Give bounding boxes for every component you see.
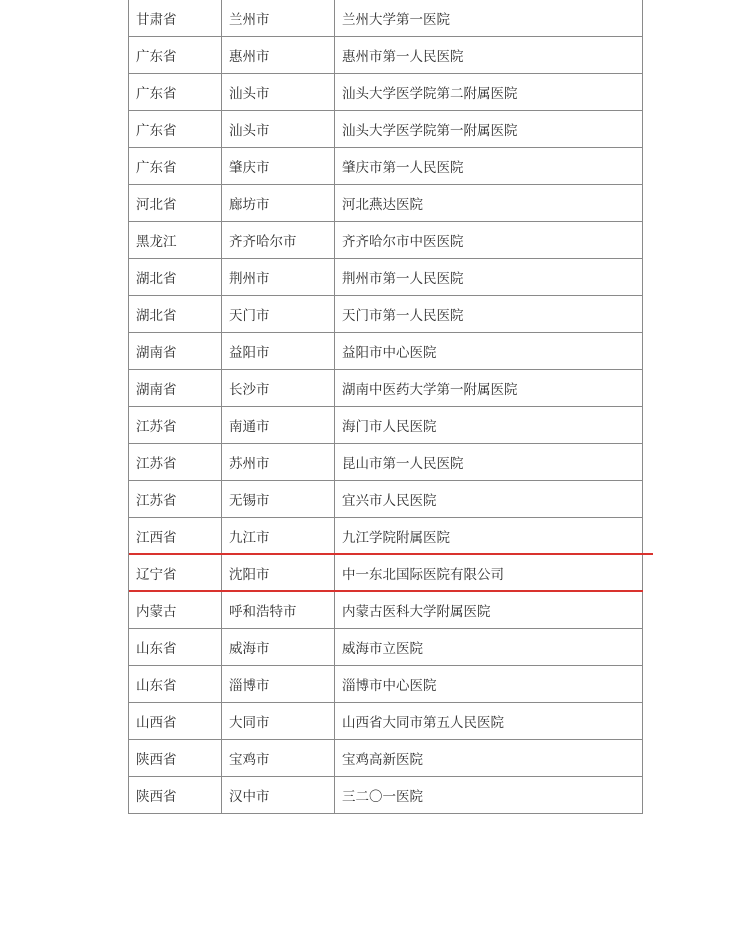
table-row xyxy=(129,480,643,517)
table-row xyxy=(129,73,643,110)
city-cell: 威海市 xyxy=(222,628,335,665)
city-cell: 肇庆市 xyxy=(222,147,335,184)
hospital-cell: 三二〇一医院 xyxy=(335,776,643,813)
province-cell: 辽宁省 xyxy=(129,554,222,591)
hospital-cell: 昆山市第一人民医院 xyxy=(335,443,643,480)
hospital-cell: 威海市立医院 xyxy=(335,628,643,665)
city-cell: 齐齐哈尔市 xyxy=(222,221,335,258)
hospital-cell: 中一东北国际医院有限公司 xyxy=(335,554,643,591)
province-cell: 江西省 xyxy=(129,517,222,554)
province-cell: 湖北省 xyxy=(129,295,222,332)
table-row xyxy=(129,406,643,443)
hospital-cell: 河北燕达医院 xyxy=(335,184,643,221)
province-cell: 江苏省 xyxy=(129,443,222,480)
hospital-list-sheet xyxy=(128,0,642,814)
table-row xyxy=(129,739,643,776)
hospital-cell: 海门市人民医院 xyxy=(335,406,643,443)
table-row xyxy=(129,295,643,332)
province-cell: 河北省 xyxy=(129,184,222,221)
city-cell: 九江市 xyxy=(222,517,335,554)
city-cell: 廊坊市 xyxy=(222,184,335,221)
hospital-cell: 内蒙古医科大学附属医院 xyxy=(335,591,643,628)
city-cell: 苏州市 xyxy=(222,443,335,480)
table-row xyxy=(129,443,643,480)
city-cell: 天门市 xyxy=(222,295,335,332)
highlight-line-bottom xyxy=(129,590,643,592)
table-row xyxy=(129,332,643,369)
city-cell: 荆州市 xyxy=(222,258,335,295)
hospital-cell: 汕头大学医学院第一附属医院 xyxy=(335,110,643,147)
table-row xyxy=(129,517,643,554)
city-cell: 淄博市 xyxy=(222,665,335,702)
hospital-cell: 山西省大同市第五人民医院 xyxy=(335,702,643,739)
city-cell: 汉中市 xyxy=(222,776,335,813)
hospital-cell: 益阳市中心医院 xyxy=(335,332,643,369)
province-cell: 湖南省 xyxy=(129,332,222,369)
hospital-cell: 天门市第一人民医院 xyxy=(335,295,643,332)
city-cell: 无锡市 xyxy=(222,480,335,517)
province-cell: 广东省 xyxy=(129,73,222,110)
city-cell: 兰州市 xyxy=(222,0,335,36)
table-row xyxy=(129,628,643,665)
table-row xyxy=(129,702,643,739)
province-cell: 陕西省 xyxy=(129,739,222,776)
highlight-line-top xyxy=(129,553,653,555)
province-cell: 山东省 xyxy=(129,665,222,702)
province-cell: 广东省 xyxy=(129,147,222,184)
hospital-cell: 宜兴市人民医院 xyxy=(335,480,643,517)
province-cell: 江苏省 xyxy=(129,406,222,443)
hospital-cell: 齐齐哈尔市中医医院 xyxy=(335,221,643,258)
city-cell: 汕头市 xyxy=(222,73,335,110)
hospital-cell: 宝鸡高新医院 xyxy=(335,739,643,776)
table-row xyxy=(129,665,643,702)
province-cell: 陕西省 xyxy=(129,776,222,813)
table-row xyxy=(129,147,643,184)
province-cell: 江苏省 xyxy=(129,480,222,517)
table-row xyxy=(129,0,643,36)
table-row xyxy=(129,184,643,221)
table-row xyxy=(129,776,643,813)
province-cell: 山西省 xyxy=(129,702,222,739)
highlighted-table-row xyxy=(129,554,643,591)
table-row xyxy=(129,369,643,406)
city-cell: 长沙市 xyxy=(222,369,335,406)
province-cell: 湖南省 xyxy=(129,369,222,406)
hospital-cell: 汕头大学医学院第二附属医院 xyxy=(335,73,643,110)
city-cell: 汕头市 xyxy=(222,110,335,147)
hospital-cell: 荆州市第一人民医院 xyxy=(335,258,643,295)
hospital-cell: 肇庆市第一人民医院 xyxy=(335,147,643,184)
province-cell: 黑龙江 xyxy=(129,221,222,258)
hospital-cell: 九江学院附属医院 xyxy=(335,517,643,554)
province-cell: 广东省 xyxy=(129,36,222,73)
hospital-cell: 惠州市第一人民医院 xyxy=(335,36,643,73)
table-row xyxy=(129,221,643,258)
hospital-cell: 兰州大学第一医院 xyxy=(335,0,643,36)
province-cell: 广东省 xyxy=(129,110,222,147)
province-cell: 内蒙古 xyxy=(129,591,222,628)
table-row xyxy=(129,258,643,295)
table-row xyxy=(129,110,643,147)
city-cell: 呼和浩特市 xyxy=(222,591,335,628)
table-row xyxy=(129,36,643,73)
city-cell: 益阳市 xyxy=(222,332,335,369)
hospital-table xyxy=(128,0,643,814)
city-cell: 南通市 xyxy=(222,406,335,443)
city-cell: 惠州市 xyxy=(222,36,335,73)
hospital-table-body xyxy=(129,0,643,813)
city-cell: 大同市 xyxy=(222,702,335,739)
province-cell: 山东省 xyxy=(129,628,222,665)
province-cell: 甘肃省 xyxy=(129,0,222,36)
province-cell: 湖北省 xyxy=(129,258,222,295)
city-cell: 宝鸡市 xyxy=(222,739,335,776)
hospital-cell: 淄博市中心医院 xyxy=(335,665,643,702)
table-row xyxy=(129,591,643,628)
city-cell: 沈阳市 xyxy=(222,554,335,591)
hospital-cell: 湖南中医药大学第一附属医院 xyxy=(335,369,643,406)
